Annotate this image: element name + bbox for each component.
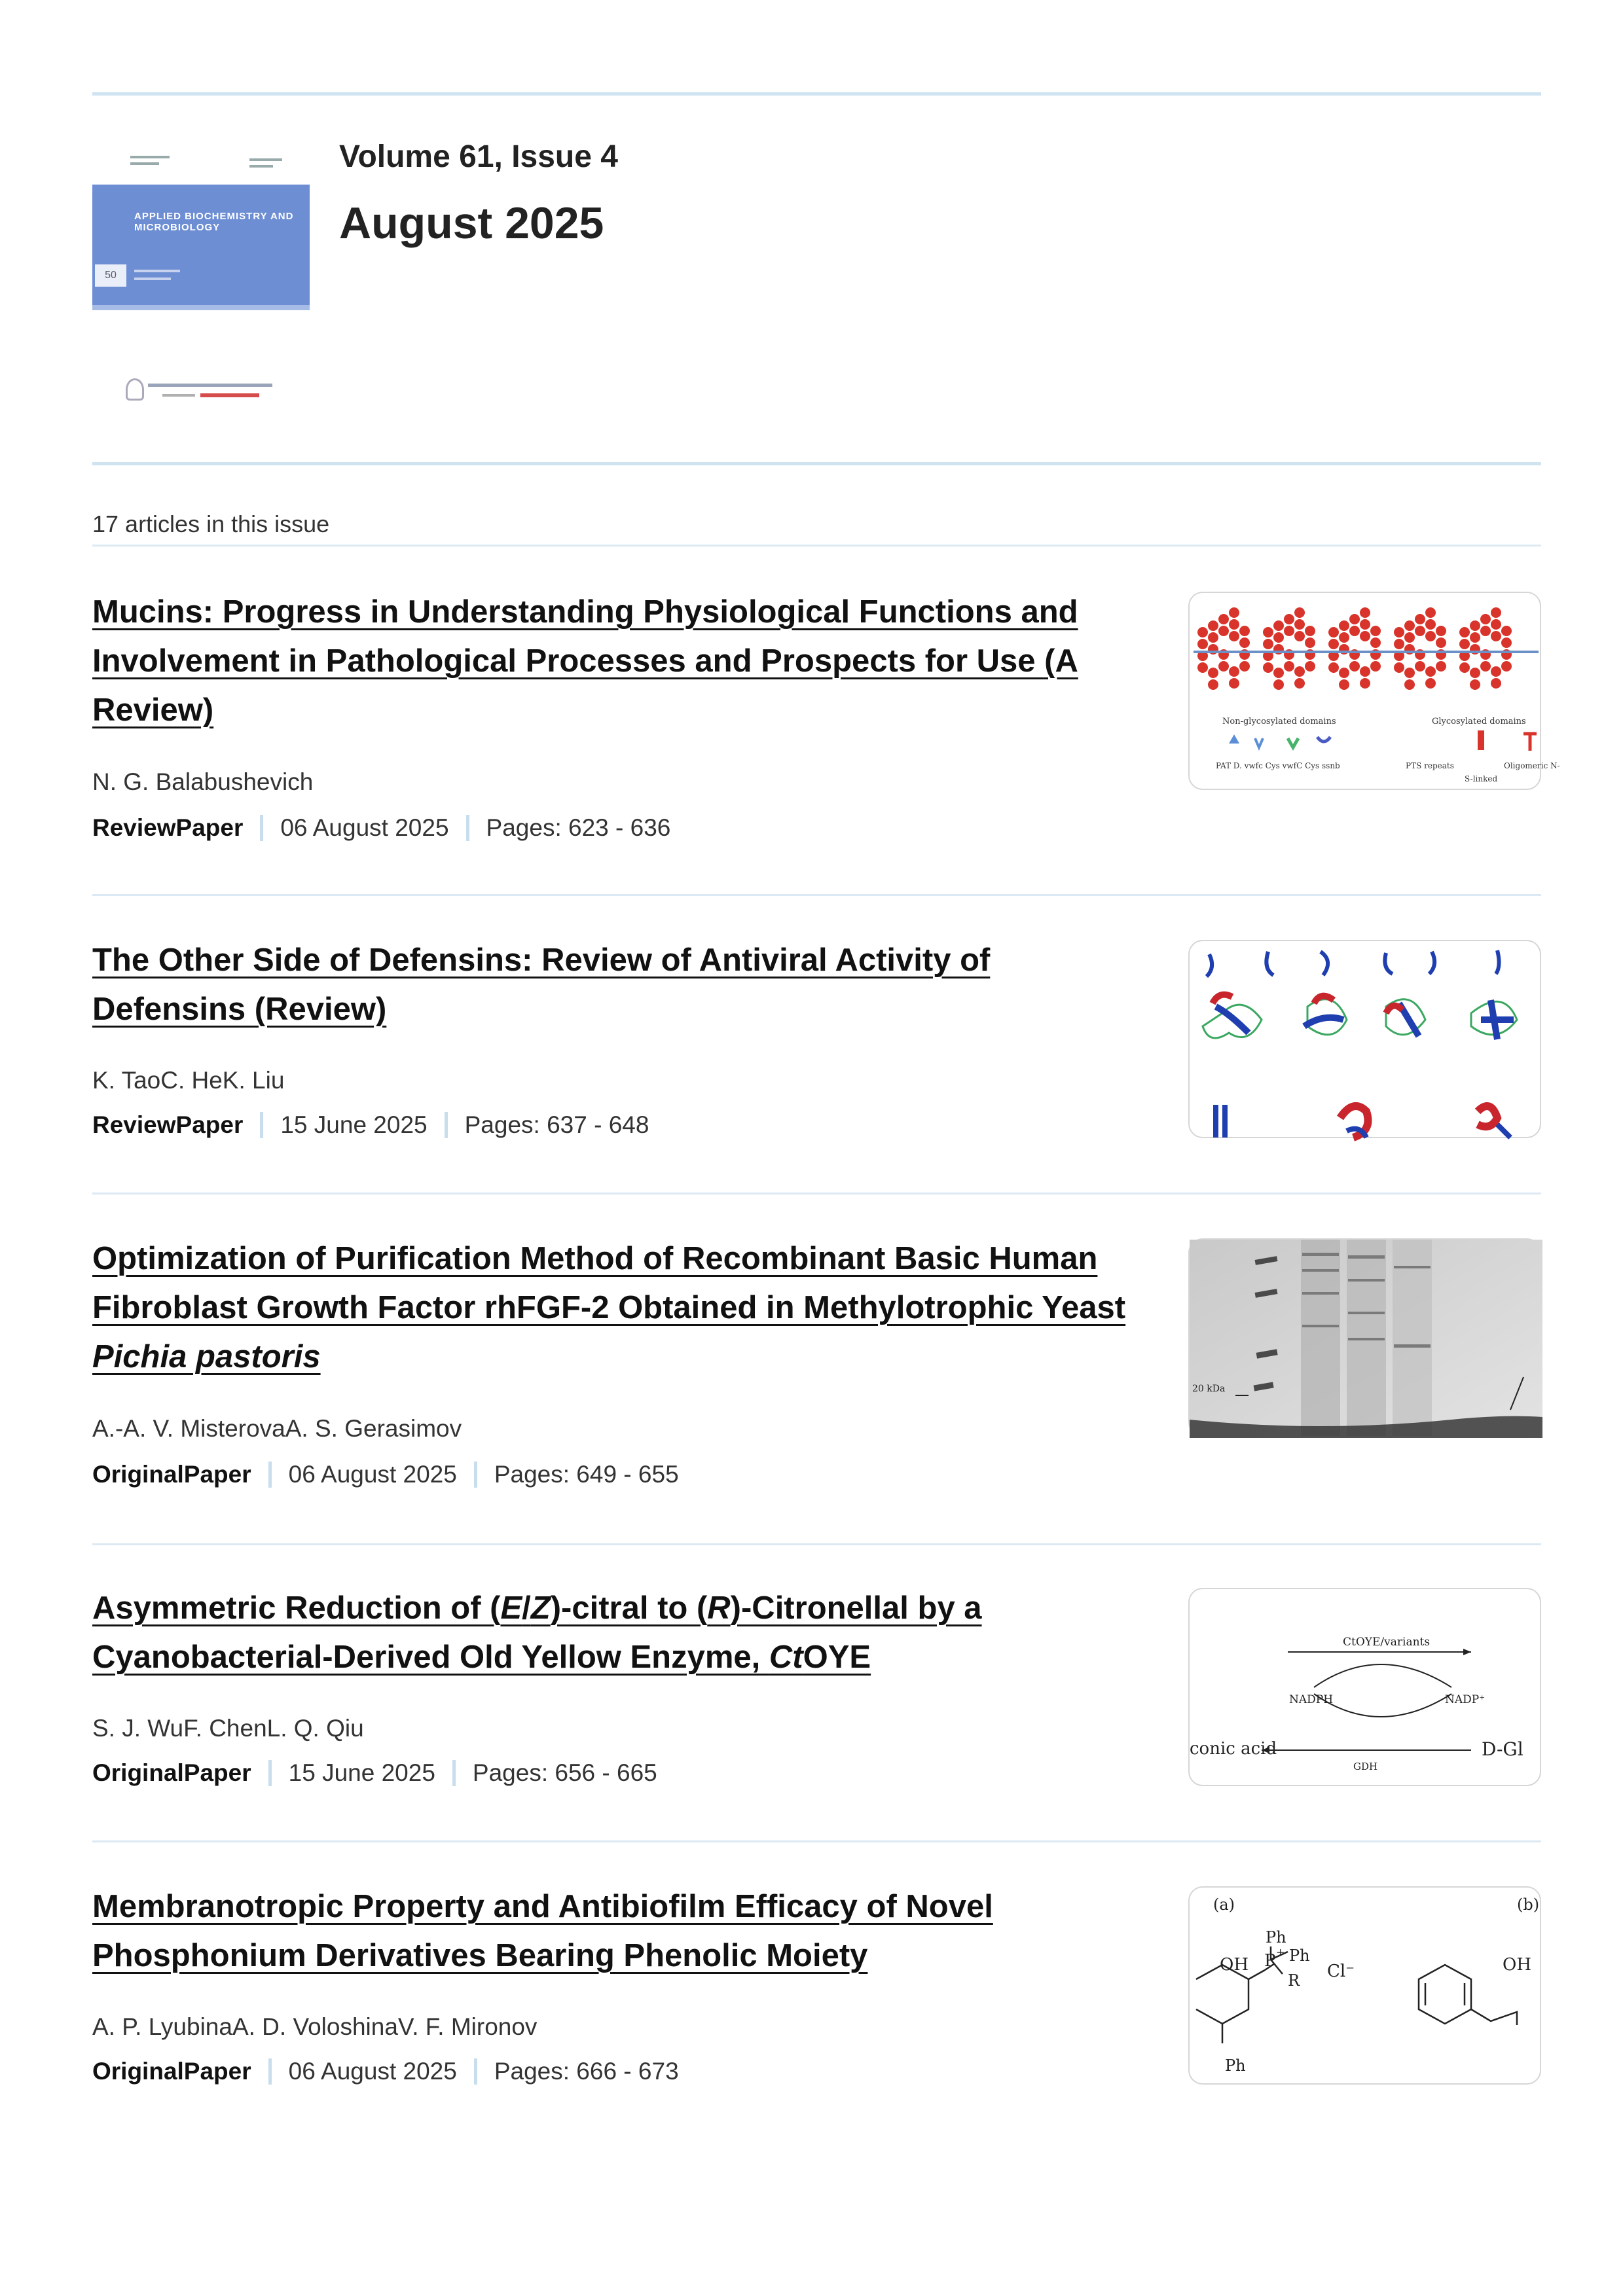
thumb-label-pts: PTS repeats (1406, 761, 1454, 770)
article-date: 06 August 2025 (288, 2058, 457, 2085)
meta-separator (260, 1112, 263, 1138)
title-part-italic: E (500, 1590, 522, 1626)
sds-page-gel (1190, 1240, 1542, 1438)
label-b: (b) (1517, 1895, 1540, 1914)
defensin-bottom-row (1216, 1105, 1510, 1138)
phosphonium-charge: + (1276, 1946, 1285, 1958)
article-thumbnail-defensin-structures[interactable] (1188, 940, 1541, 1138)
meta-separator (268, 1462, 272, 1488)
title-part: / (522, 1590, 531, 1626)
meta-separator (452, 1760, 456, 1786)
scheme-enzyme-label: CtOYE/variants (1343, 1636, 1431, 1649)
article-authors: A.-A. V. MisterovaA. S. Gerasimov (92, 1415, 462, 1442)
title-part-italic: Ct (769, 1640, 803, 1675)
title-part-italic: Z (530, 1590, 551, 1626)
mucin-backbone (1194, 651, 1539, 653)
thumb-label-domains: PAT D. vwfc Cys vwfC Cys ssnb (1216, 761, 1340, 770)
article-pages: Pages: 666 - 673 (494, 2058, 679, 2085)
article-title (92, 1584, 1133, 1682)
reaction-scheme (1190, 1589, 1542, 1787)
publisher-logo (123, 378, 284, 404)
label-a: (a) (1213, 1895, 1235, 1914)
article-title (92, 1234, 1133, 1382)
article-authors: N. G. Balabushevich (92, 768, 314, 795)
article-pages: Pages: 637 - 648 (464, 1111, 649, 1138)
phosphonium-structures (1190, 1888, 1542, 2086)
scheme-cycle-arc (1314, 1694, 1451, 1717)
oh-a: OH (1220, 1955, 1249, 1975)
article-meta (92, 1759, 657, 1787)
article-divider (92, 894, 1541, 896)
article-meta (92, 2058, 679, 2085)
scheme-nadph: NADPH (1289, 1693, 1334, 1706)
article-thumbnail-reaction-cycle[interactable] (1188, 1588, 1541, 1786)
ph-right: Ph (1289, 1946, 1310, 1965)
cover-text-line (130, 156, 170, 158)
article-authors: A. P. LyubinaA. D. VoloshinaV. F. Mironov (92, 2013, 538, 2040)
scheme-nadp: NADP⁺ (1445, 1693, 1486, 1706)
cover-top-band (92, 143, 310, 185)
article-item (92, 1584, 1541, 1820)
thumb-label-right: Glycosylated domains (1432, 717, 1526, 726)
scheme-gluconic-acid: conic acid (1190, 1739, 1277, 1759)
article-date: 15 June 2025 (280, 1111, 428, 1138)
article-pages: Pages: 656 - 665 (472, 1759, 657, 1786)
count-divider (92, 545, 1541, 547)
thumb-label-slinked: S-linked (1465, 774, 1498, 783)
article-pages: Pages: 649 - 655 (494, 1461, 679, 1488)
article-type: OriginalPaper (92, 1461, 251, 1488)
publisher-emblem-icon (126, 378, 144, 401)
article-title (92, 1882, 1133, 1981)
issue-date: August 2025 (339, 198, 604, 248)
ph-top: Ph (1266, 1928, 1286, 1946)
oh-b: OH (1503, 1955, 1531, 1975)
meta-separator (268, 1760, 272, 1786)
article-title-link[interactable]: Mucins: Progress in Understanding Physiological Functions and Involvement in Pathological Processes and Prospects for Use (A Review) (92, 594, 1078, 728)
cover-footer (92, 310, 310, 319)
meta-separator (445, 1112, 448, 1138)
mucin-glycan-chains (1197, 607, 1512, 690)
top-rule (92, 92, 1541, 96)
meta-separator (466, 815, 469, 841)
ph-bottom: Ph (1225, 2056, 1246, 2075)
article-authors: S. J. WuF. ChenL. Q. Qiu (92, 1715, 364, 1742)
domain-icons (1229, 730, 1537, 751)
header-divider (92, 462, 1541, 465)
article-title (92, 936, 1133, 1034)
cover-badge-number: 50 (105, 270, 117, 281)
mucin-diagram (1190, 593, 1560, 791)
article-date: 15 June 2025 (288, 1759, 435, 1786)
article-meta (92, 814, 670, 842)
scheme-d-glucose: D-Gl (1482, 1738, 1523, 1760)
cover-stripe (92, 305, 310, 310)
meta-separator (474, 1462, 477, 1488)
title-part: OYE (803, 1640, 871, 1675)
publisher-name-line (148, 384, 272, 387)
article-date: 06 August 2025 (280, 814, 449, 841)
article-meta (92, 1461, 679, 1488)
article-divider (92, 1193, 1541, 1194)
cover-editors-line (134, 270, 180, 272)
article-title-link[interactable] (92, 1241, 1125, 1374)
meta-separator (260, 815, 263, 841)
scheme-gdh: GDH (1353, 1761, 1378, 1772)
scheme-top-arrowhead (1463, 1649, 1471, 1655)
article-title-link[interactable]: Membranotropic Property and Antibiofilm Efficacy of Novel Phosphonium Derivatives Bearing Phenolic Moiety (92, 1889, 993, 1973)
defensin-middle-row (1203, 995, 1517, 1039)
title-part: )-citral to ( (550, 1590, 708, 1626)
chloride: Cl⁻ (1327, 1962, 1355, 1981)
article-meta (92, 1111, 649, 1139)
article-count: 17 articles in this issue (92, 511, 330, 537)
article-thumbnail-sds-page-gel[interactable] (1188, 1238, 1541, 1437)
title-part: Asymmetric Reduction of ( (92, 1590, 501, 1626)
article-title-link[interactable]: The Other Side of Defensins: Review of Antiviral Activity of Defensins (Review) (92, 942, 991, 1027)
scheme-cycle-arc (1314, 1664, 1451, 1687)
article-title-species: Pichia pastoris (92, 1339, 321, 1374)
cover-text-line (130, 162, 159, 165)
article-item (92, 1882, 1541, 2118)
cover-journal-title: APPLIED BIOCHEMISTRY AND MICROBIOLOGY (134, 211, 294, 233)
article-item (92, 1234, 1541, 1509)
journal-cover-image[interactable] (92, 143, 310, 319)
springer-nature-mark (200, 393, 259, 397)
article-divider (92, 1543, 1541, 1545)
article-type: OriginalPaper (92, 2058, 251, 2085)
article-type: ReviewPaper (92, 814, 244, 841)
title-part: )-Citronellal by a Cyanobacterial-Derived Old Yellow Enzyme, (92, 1590, 982, 1675)
article-title-text: Optimization of Purification Method of Recombinant Basic Human Fibroblast Growth Factor rhFGF-2 Obtained in Methylotrophic Yeast (92, 1241, 1126, 1325)
article-pages: Pages: 623 - 636 (486, 814, 671, 841)
phosphorus: P (1264, 1951, 1276, 1971)
meta-separator (268, 2058, 272, 2085)
article-item (92, 936, 1541, 1172)
article-date: 06 August 2025 (288, 1461, 457, 1488)
cover-text-line (249, 158, 282, 161)
article-thumbnail-mucin-domains[interactable] (1188, 592, 1560, 790)
sample-lanes (1301, 1240, 1432, 1436)
publisher-name-line (162, 394, 195, 397)
kda-label: 20 kDa (1192, 1384, 1226, 1394)
cover-anniversary-badge (95, 264, 126, 287)
meta-separator (474, 2058, 477, 2085)
cover-editors-line (134, 278, 171, 280)
article-type: ReviewPaper (92, 1111, 244, 1138)
article-title-link[interactable] (92, 1590, 982, 1675)
defensin-structures (1190, 941, 1542, 1139)
cover-text-line (249, 165, 273, 168)
thumb-label-oligomeric: Oligomeric N- (1504, 761, 1560, 770)
article-thumbnail-chemical-structures[interactable] (1188, 1886, 1541, 2085)
article-divider (92, 1840, 1541, 1842)
thumb-label-left: Non-glycosylated domains (1222, 717, 1336, 726)
title-part-italic: R (707, 1590, 731, 1626)
article-authors: K. TaoC. HeK. Liu (92, 1067, 285, 1094)
issue-volume: Volume 61, Issue 4 (339, 139, 618, 174)
defensin-top-row (1207, 950, 1499, 977)
article-type: OriginalPaper (92, 1759, 251, 1786)
article-title (92, 588, 1133, 735)
r-group: R (1288, 1971, 1300, 1990)
article-item (92, 588, 1560, 850)
